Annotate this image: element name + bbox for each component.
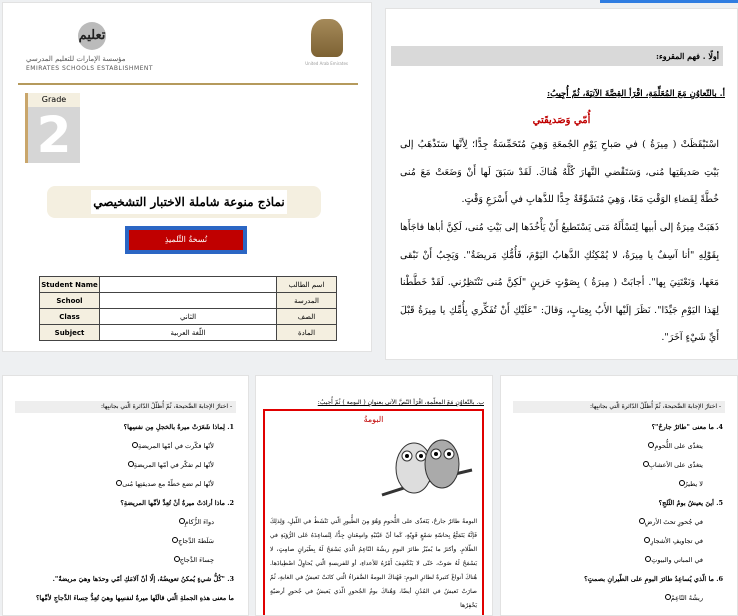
org-name-ar: مؤسسة الإمارات للتعليم المدرسي xyxy=(26,55,126,63)
answer-option[interactable] xyxy=(584,551,723,570)
answer-option[interactable] xyxy=(584,589,723,608)
info-label-ar: اسم الطالب xyxy=(277,277,337,293)
info-label-ar: المدرسة xyxy=(277,293,337,309)
answer-option[interactable] xyxy=(584,437,723,456)
info-row xyxy=(40,325,337,341)
taleem-logo: تعليم xyxy=(78,22,106,50)
owl-title: البومةُ xyxy=(363,415,384,424)
answer-option[interactable] xyxy=(36,551,234,570)
info-label-en: Class xyxy=(40,309,100,325)
option-label: في جُحورٍ تحتَ الأرضِ xyxy=(644,518,703,526)
questions-page-b[interactable] xyxy=(500,375,738,616)
option-label: حِساءَ الدَّجاجِ xyxy=(179,556,214,564)
info-row xyxy=(40,293,337,309)
info-row xyxy=(40,309,337,325)
org-name-en: EMIRATES SCHOOLS ESTABLISHMENT xyxy=(26,65,154,72)
answer-option[interactable] xyxy=(36,513,234,532)
info-label-ar: المادة xyxy=(277,325,337,341)
option-label: ريشُهُ النّاعِمُ xyxy=(670,594,703,602)
option-label: دواءَ الزُّكامِ xyxy=(184,518,214,526)
option-label: لأنّها لم تفكّر في أمّها المريضةِ xyxy=(133,461,214,469)
option-label: في المباني والبيوتِ xyxy=(651,556,703,564)
option-label: لأنّها لم تضع خطّةً مع صديقتِها مُنى xyxy=(122,480,214,488)
option-label: لأنّها فكّرت في أمّها المريضةِ xyxy=(137,442,214,450)
question-text: 5. أينَ يعيشُ بومُ الثّلجِ؟ xyxy=(658,499,723,507)
section-instruction: - اختارُ الإجابةَ الصَّحيحةَ، ثُمّ أُظلّلُ الدّائرةَ الّتي بجانبِها: xyxy=(513,401,725,413)
questions-page-a[interactable] xyxy=(2,375,249,616)
option-label: في تجاويفِ الأشجارِ xyxy=(650,537,703,545)
question-text: 1. لِماذا شَعَرَتْ ميرةُ بالخجلِ مِن نفسِها؟ xyxy=(123,423,234,431)
info-label-en: Subject xyxy=(40,325,100,341)
page-header xyxy=(18,15,358,85)
info-label-en: Student Name xyxy=(40,277,100,293)
info-value[interactable]: اللّغة العربية xyxy=(100,325,277,341)
reading-page[interactable] xyxy=(385,8,738,360)
student-info-table xyxy=(39,276,337,341)
cover-page[interactable] xyxy=(2,2,372,352)
instruction: أ. بالتّعاوُنِ مَعَ المُعَلِّمَةِ، اقْرَأ القِصَّةَ الآتِيَةَ، ثُمّ أُجِيبُ: xyxy=(547,89,725,99)
info-label-en: School xyxy=(40,293,100,309)
answer-option[interactable] xyxy=(584,513,723,532)
section-instruction: - اختارُ الإجابةَ الصَّحيحةَ، ثُمّ أُظلّلُ الدّائرةَ الّتي بجانبِها: xyxy=(15,401,236,413)
question-list xyxy=(584,418,723,608)
answer-option[interactable] xyxy=(36,456,234,475)
answer-option[interactable] xyxy=(36,475,234,494)
owl-passage: البومةُ طائرٌ جارحٌ، يَتَغذّى على اللُّحومِ وَهُوَ مِنَ الطُّيورِ الّتي تَنْشَطُ في اللّيلِ، وَلِذلِكَ فَإنَّهُ يَتَمَتَّعُ بِحاسّةِ سَمْعٍ قَوِيّةٍ، كَما أنّ عَيْنَيْهِ واسِعَتانِ جِدًّا، لِتُساعِدَهُ عَلى الرُّؤيَةِ في الظّلامِ. وأكثرُ ما يُميّزُ طائرَ البومِ ريشُهُ النّاعِمُ الّذي يَسْمَحُ لَهُ بِطَيَرانٍ صامِتٍ، لا يَسْمَحُ لَهُ صَوتٌ، حَتّى لا يَنْكَشِفَ أَمْرُهُ للأعداءِ، أو للفريسةِ الّتي يُحاوِلُ اصْطِيادَها. هُناكَ أنواعٌ كثيرةٌ لطائرِ البومِ: فَهُناكَ البومةُ الصَّفراءُ الّتي كانَتْ تَعيشُ في الغابةِ، ثُمّ صارَتْ تَعيشُ في المُدُنِ أيضًا، وَهُناكَ بومُ الجُحورِ الّذي يَعيشُ في جُحورٍ أرضيّةٍ يَحْفِرُها xyxy=(270,518,477,609)
grade-number: 2 xyxy=(36,106,72,164)
story-paragraph-1: اسْتَيْقَظَتْ ( مِيرَةُ ) في صَباحِ يَوْمِ الجُمعَةِ وَهِيَ مُتَحَمِّسَةٌ جِدًّا؛ لِأنَّها سَتَذْهَبُ إلى بَيْتِ صَديقَتِها مُنى، وَسَتَقْضي النَّهارَ كُلَّهُ هُناكَ. لَقَدْ سَبَقَ لَها أَنْ وَضَعَتْ مَعَ مُنى خُطَّةً لِقَضاءِ الوَقْتِ مَعًا، وَهِيَ مُتَشَوِّقَةٌ جِدًّا للذَّهابِ في أَسْرَعِ وَقْتٍ. xyxy=(400,139,719,205)
section-heading: أولًا . فهم المقروء: xyxy=(391,46,723,66)
owls-illustration xyxy=(372,430,482,505)
option-label: سَلَطةَ الدَّجاجِ xyxy=(178,537,214,545)
option-label: لا يطيرُ xyxy=(684,480,703,488)
question-text: ما معنى هذهِ الجملةِ الّتي قالَتْها ميرةُ لنفسِها وهيَ تُعِدُّ حِساءَ الدَّجاجِ لأمِّها؟ xyxy=(35,594,234,602)
question-text: 4. ما معنى "طائرٌ جارحٌ"؟ xyxy=(651,423,723,431)
info-value[interactable]: الثاني xyxy=(100,309,277,325)
question-list xyxy=(36,418,234,608)
owl-reading-page[interactable] xyxy=(255,375,493,616)
student-copy-label: نُسخةُ التِّلميذِ xyxy=(129,230,243,250)
uae-emblem-icon xyxy=(311,19,343,57)
question-text: 2. ماذا أرادَتْ ميرةُ أنْ تُعِدَّ لأمِّها المريضةِ؟ xyxy=(120,499,234,507)
info-value[interactable] xyxy=(100,277,277,293)
instruction: ب. بالتّعاوُنِ مَعَ المعلّمةِ، اقْرَأ النّصَّ الآتي بعنوانِ ( البومة ) ثُمّ أُجيبُ: xyxy=(317,399,484,406)
info-label-ar: الصف xyxy=(277,309,337,325)
owl-text-frame xyxy=(263,409,484,616)
title-box xyxy=(47,186,321,218)
info-row xyxy=(40,277,337,293)
answer-option[interactable] xyxy=(584,532,723,551)
story-title: أُمّي وَصَديقَتي xyxy=(532,115,591,126)
answer-option[interactable] xyxy=(36,437,234,456)
document-title: نماذج منوعة شاملة الاختبار التشخيصي xyxy=(91,190,287,214)
option-label: يتغذّى على الأعشابِ xyxy=(648,461,703,469)
answer-option[interactable] xyxy=(584,475,723,494)
answer-option[interactable] xyxy=(36,532,234,551)
student-copy-banner xyxy=(125,226,247,254)
grade-badge xyxy=(25,93,80,163)
option-label: يتغذّى على اللُّحومِ xyxy=(654,442,703,450)
question-text: 3. "كُلُّ شيءٍ يُمكنُ تعويضُهُ، إلّا أنّ آلامَكِ أمّي وحدَها وهيَ مريضةٌ". xyxy=(52,575,234,583)
info-value[interactable] xyxy=(100,293,277,309)
top-accent-bar xyxy=(600,0,738,3)
grade-label: Grade xyxy=(28,93,80,107)
answer-option[interactable] xyxy=(584,456,723,475)
story-paragraph-2: ذَهَبَتْ مِيرَةُ إلى أبيها لِتَسْأَلَهُ مَتى يَسْتَطيعُ أَنْ يَأْخُذَها إلى بَيْتِ مُنى، لَكِنَّ أباها فاجَأَها بِقَوْلِهِ "أنا آسِفٌ يا مِيرَةُ، لا يُمْكِنُكِ الذَّهابُ اليَوْمَ، فَأُمُّكِ مَريضَةٌ". وَيَجِبُ أَنْ نَبْقى مَعَها، وَنَعْتَنِيَ بِها". أجابَتْ ( مِيرَةُ ) بِصَوْتٍ حَزينٍ "لَكِنَّ مُنى تَنْتَظِرُني. لَقَدْ خَطَّطْنا لِهَذا اليَوْمِ جَيِّدًا". نَظَرَ إلَيْها الأَبُ بِعِتابٍ، وَقالَ: "عَلَيْكِ أَنْ تُفَكِّري بِأُمِّكِ يا مِيرَةُ قَبْلَ أَيِّ شَيْءٍ آخَرَ". xyxy=(400,222,719,343)
emblem-caption: United Arab Emirates xyxy=(305,61,348,66)
question-text: 6. ما الّذي يُساعِدُ طائرَ البومِ على الطّيرانِ بصمتٍ؟ xyxy=(584,575,723,583)
